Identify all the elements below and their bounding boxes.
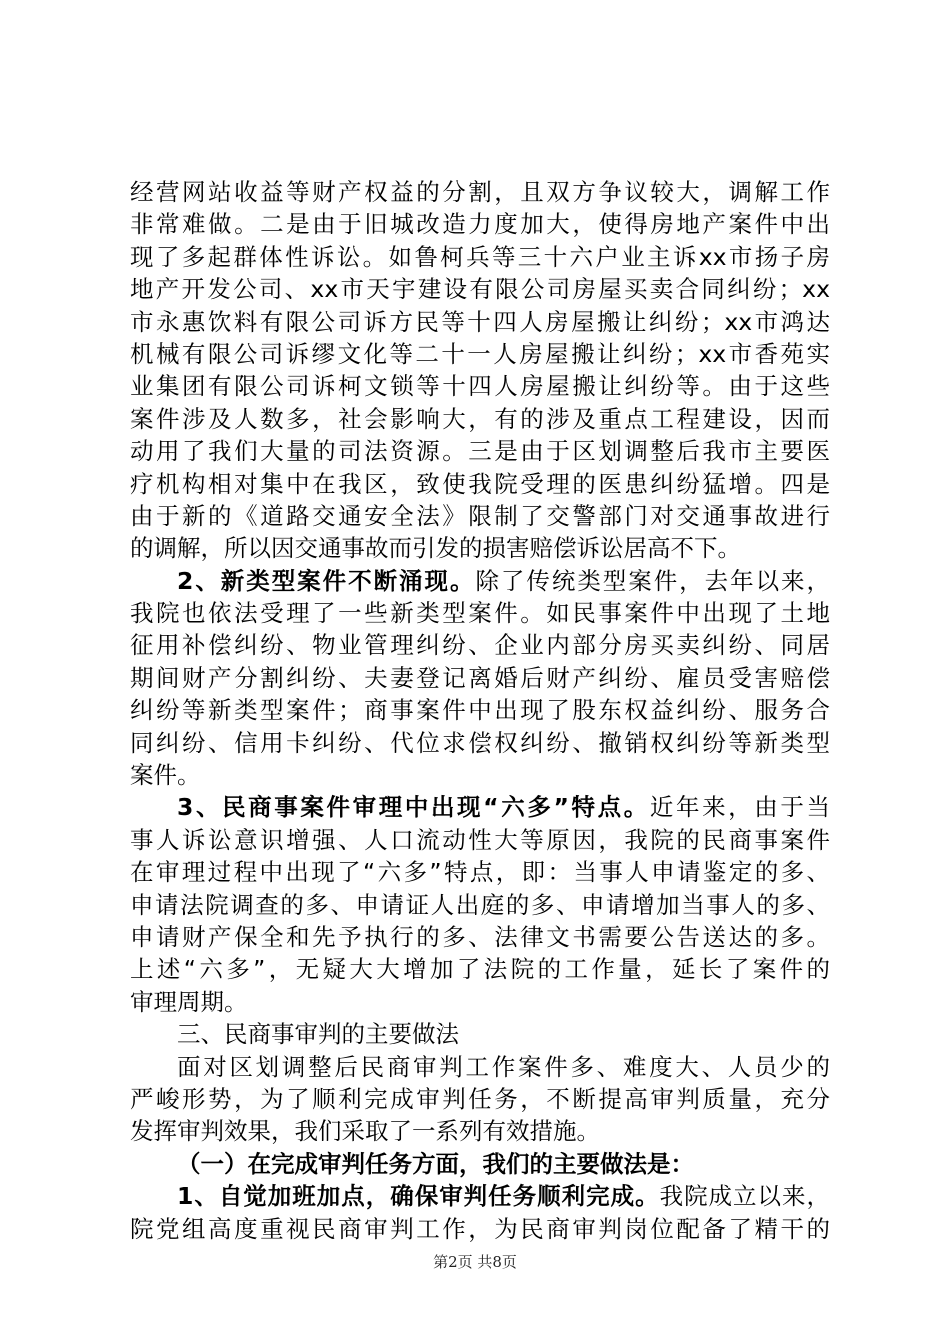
body-text: 申请财产保全和先予执行的多、法律文书需要公告送达的多。 xyxy=(130,922,830,951)
text-line xyxy=(130,565,830,597)
text-line xyxy=(130,241,830,273)
bold-heading-text: （一）在完成审判任务方面，我们的主要做法是： xyxy=(177,1149,694,1178)
body-text: 同纠纷、信用卡纠纷、代位求偿权纠纷、撤销权纠纷等新类型 xyxy=(130,728,830,757)
text-line xyxy=(130,273,830,305)
bold-heading-text: 1、自觉加班加点，确保审判任务顺利完成。 xyxy=(177,1182,660,1211)
text-line xyxy=(130,338,830,370)
text-line xyxy=(130,759,830,791)
page-footer: 第2页 共8页 xyxy=(433,1253,517,1271)
body-text: 面对区划调整后民商审判工作案件多、难度大、人员少的 xyxy=(177,1052,830,1081)
body-text: 征用补偿纠纷、物业管理纠纷、企业内部分房买卖纠纷、同居 xyxy=(130,631,830,660)
text-line xyxy=(130,468,830,500)
text-line xyxy=(130,629,830,661)
body-text: 我院也依法受理了一些新类型案件。如民事案件中出现了土地 xyxy=(130,599,830,628)
body-text: 的调解，所以因交通事故而引发的损害赔偿诉讼居高不下。 xyxy=(130,534,741,563)
text-line xyxy=(130,435,830,467)
body-text: 事人诉讼意识增强、人口流动性大等原因，我院的民商事案件 xyxy=(130,825,830,854)
body-text: 院党组高度重视民商审判工作，为民商审判岗位配备了精干的 xyxy=(130,1214,830,1243)
body-text: 业集团有限公司诉柯文锁等十四人房屋搬让纠纷等。由于这些 xyxy=(130,372,830,401)
text-line xyxy=(130,986,830,1018)
text-line xyxy=(130,824,830,856)
body-text: 案件。 xyxy=(130,761,201,790)
body-text: 三、民商事审判的主要做法 xyxy=(177,1020,459,1049)
text-line xyxy=(130,532,830,564)
text-line xyxy=(130,1018,830,1050)
text-line xyxy=(130,1115,830,1147)
bold-heading-text: 3、民商事案件审理中出现“六多”特点。 xyxy=(177,793,650,822)
text-line xyxy=(130,791,830,823)
body-text: 申请法院调查的多、申请证人出庭的多、申请增加当事人的多、 xyxy=(130,890,830,919)
text-line xyxy=(130,176,830,208)
text-line xyxy=(130,500,830,532)
body-text: 市永惠饮料有限公司诉方民等十四人房屋搬让纠纷；xx市鸿达 xyxy=(130,307,830,336)
text-line xyxy=(130,921,830,953)
body-text: 我院成立以来， xyxy=(659,1182,830,1211)
body-text: 疗机构相对集中在我区，致使我院受理的医患纠纷猛增。四是 xyxy=(130,469,830,498)
text-line xyxy=(130,306,830,338)
text-line xyxy=(130,889,830,921)
body-text: 在审理过程中出现了“六多”特点，即：当事人申请鉴定的多、 xyxy=(130,858,830,887)
body-text: 期间财产分割纠纷、夫妻登记离婚后财产纠纷、雇员受害赔偿 xyxy=(130,663,830,692)
text-line xyxy=(130,403,830,435)
body-text: 审理周期。 xyxy=(130,987,248,1016)
body-text: 纠纷等新类型案件；商事案件中出现了股东权益纠纷、服务合 xyxy=(130,696,830,725)
body-text: 机械有限公司诉缪文化等二十一人房屋搬让纠纷；xx市香苑实 xyxy=(130,339,830,368)
bold-heading-text: 2、新类型案件不断涌现。 xyxy=(177,566,476,595)
body-text: 动用了我们大量的司法资源。三是由于区划调整后我市主要医 xyxy=(130,437,830,466)
text-line xyxy=(130,727,830,759)
text-line xyxy=(130,953,830,985)
text-line xyxy=(130,370,830,402)
text-line xyxy=(130,597,830,629)
text-line xyxy=(130,1083,830,1115)
body-text: 现了多起群体性诉讼。如鲁柯兵等三十六户业主诉xx市扬子房 xyxy=(130,242,830,271)
body-text: 除了传统类型案件，去年以来， xyxy=(475,566,830,595)
text-line xyxy=(130,856,830,888)
text-line xyxy=(130,208,830,240)
body-text: 由于新的《道路交通安全法》限制了交警部门对交通事故进行 xyxy=(130,501,830,530)
document-body xyxy=(130,176,830,1245)
body-text: 上述“六多”，无疑大大增加了法院的工作量，延长了案件的 xyxy=(130,955,830,984)
body-text: 经营网站收益等财产权益的分割，且双方争议较大，调解工作 xyxy=(130,178,830,206)
body-text: 发挥审判效果，我们采取了一系列有效措施。 xyxy=(130,1117,600,1146)
body-text: 地产开发公司、xx市天宇建设有限公司房屋买卖合同纠纷；xx xyxy=(130,275,830,304)
text-line xyxy=(130,1148,830,1180)
text-line xyxy=(130,694,830,726)
body-text: 案件涉及人数多，社会影响大，有的涉及重点工程建设，因而 xyxy=(130,404,830,433)
text-line xyxy=(130,662,830,694)
text-line xyxy=(130,1180,830,1212)
body-text: 严峻形势，为了顺利完成审判任务，不断提高审判质量，充分 xyxy=(130,1084,830,1113)
body-text: 近年来，由于当 xyxy=(649,793,830,822)
body-text: 非常难做。二是由于旧城改造力度加大，使得房地产案件中出 xyxy=(130,210,830,239)
text-line xyxy=(130,1213,830,1245)
text-line xyxy=(130,1051,830,1083)
